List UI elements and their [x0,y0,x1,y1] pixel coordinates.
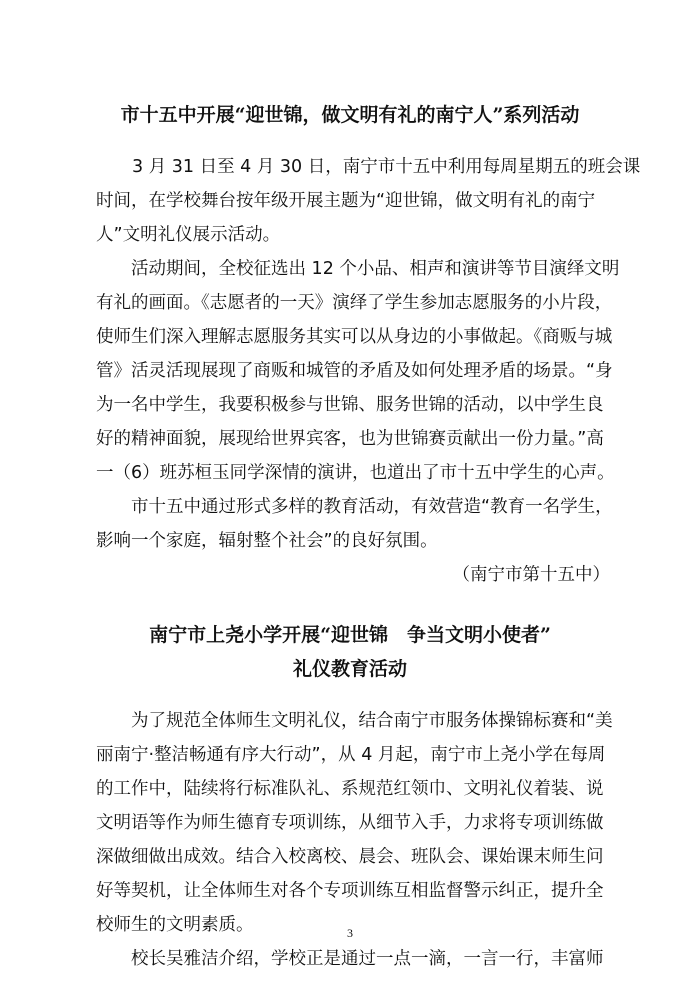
article-1-line: 影响一个家庭，辐射整个社会”的良好氛围。 [96,531,438,551]
article-1-line: 使师生们深入理解志愿服务其实可以从身边的小事做起。《商贩与城 [96,327,613,347]
article-2-title: 南宁市上尧小学开展“迎世锦 争当文明小使者” [149,624,551,646]
article-2-line: 为了规范全体师生文明礼仪，结合南宁市服务体操锦标赛和“美 [131,711,613,731]
article-1-line: 好的精神面貌，展现给世界宾客，也为世锦赛贡献出一份力量。”高 [96,429,604,449]
article-2-line: 好等契机，让全体师生对各个专项训练互相监督警示纠正，提升全 [96,881,604,901]
article-2-line: 丽南宁·整洁畅通有序大行动”，从 4 月起，南宁市上尧小学在每周 [96,745,606,765]
article-1-line: 人”文明礼仪展示活动。 [96,225,281,245]
article-2-line: 校长吴雅洁介绍，学校正是通过一点一滴，一言一行，丰富师 [131,949,604,969]
article-1-line: 一（6）班苏桓玉同学深情的演讲，也道出了市十五中学生的心声。 [96,463,615,483]
article-1-line: 活动期间，全校征选出 12 个小品、相声和演讲等节目演绎文明 [131,259,620,279]
article-1-line: 3 月 31 日至 4 月 30 日，南宁市十五中利用每周星期五的班会课 [132,157,641,177]
article-2-line: 深做细做出成效。结合入校离校、晨会、班队会、课始课末师生问 [96,847,604,867]
article-2-line: 校师生的文明素质。 [96,915,254,935]
article-1-line: 时间，在学校舞台按年级开展主题为“迎世锦，做文明有礼的南宁 [96,191,596,211]
article-1-line: 为一名中学生，我要积极参与世锦、服务世锦的活动，以中学生良 [96,395,604,415]
article-1-line: 有礼的画面。《志愿者的一天》演绎了学生参加志愿服务的小片段， [96,293,613,313]
article-2-title-line-2: 礼仪教育活动 [292,658,407,680]
page-number: 3 [347,926,353,940]
article-1-line: 市十五中通过形式多样的教育活动，有效营造“教育一名学生， [131,497,613,517]
article-2-line: 文明语等作为师生德育专项训练，从细节入手，力求将专项训练做 [96,813,604,833]
article-2-line: 的工作中，陆续将行标准队礼、系规范红领巾、文明礼仪着装、说 [96,779,604,799]
article-1-title: 市十五中开展“迎世锦，做文明有礼的南宁人”系列活动 [120,104,580,126]
article-1-line: 管》活灵活现展现了商贩和城管的矛盾及如何处理矛盾的场景。“身 [96,361,613,381]
article-1-source: （南宁市第十五中） [452,565,610,585]
